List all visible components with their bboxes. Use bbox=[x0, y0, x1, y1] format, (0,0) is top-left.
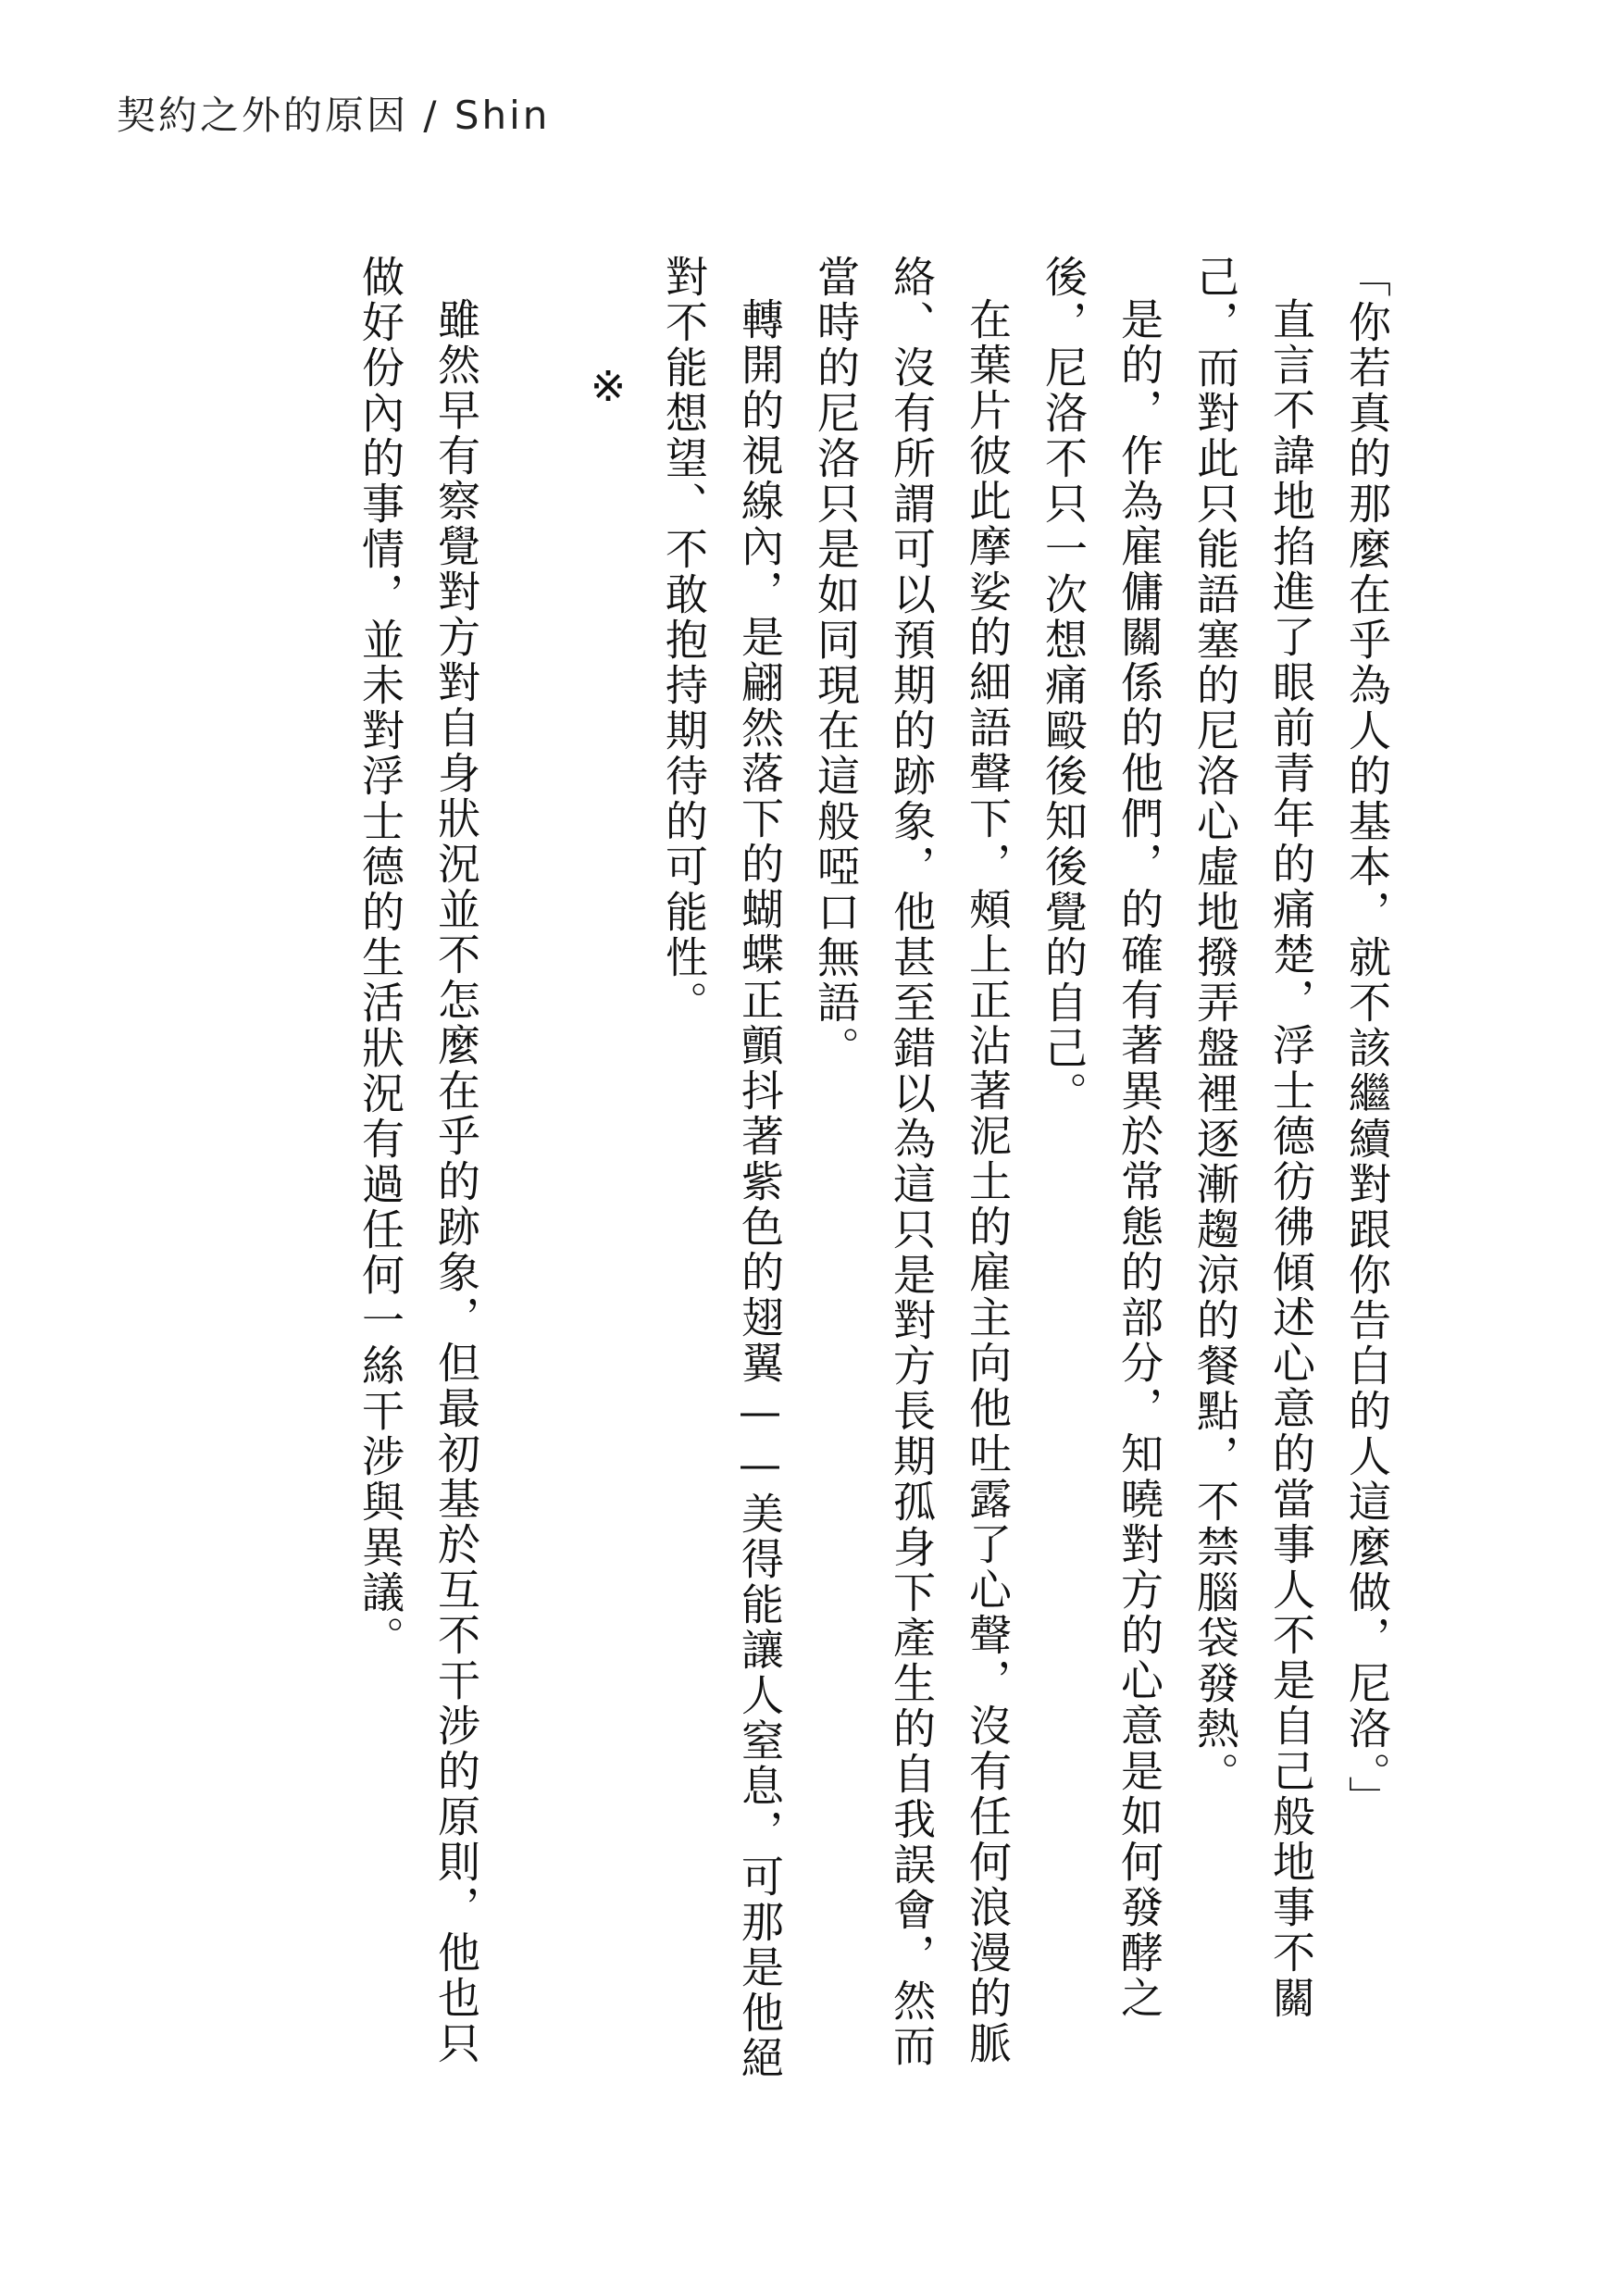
vertical-text-body bbox=[342, 255, 1405, 2088]
paragraph: 在葉片彼此摩娑的細語聲下，頰上正沾著泥土的雇主向他吐露了心聲，沒有任何浪漫的脈絡、沒有所謂可以預期的跡象，他甚至錯以為這只是對方長期孤身下產生的自我誤會，然而當時的尼洛只是如同現在這般啞口無語。 bbox=[811, 255, 1013, 2069]
paragraph: 雖然早有察覺對方對自身狀況並不怎麼在乎的跡象，但最初基於互不干涉的原則，他也只做好份內的事情，並未對浮士德的生活狀況有過任何一絲干涉與異議。 bbox=[355, 255, 481, 2066]
paragraph-quote: 「你若真的那麼在乎為人的基本，就不該繼續對跟你告白的人這麼做，尼洛。」 bbox=[1342, 255, 1392, 1821]
page-header-title: 契約之外的原因 / Shin bbox=[117, 93, 551, 138]
paragraph: 轉開的視線內，是翩然落下的蝴蝶正顫抖著紫色的翅翼——美得能讓人窒息，可那是他絕對不能想望、不敢抱持期待的可能性。 bbox=[659, 255, 785, 2081]
paragraph: 是的，作為雇傭關係的他們，的確有著異於常態的部分，知曉對方的心意是如何發酵之後，尼洛不只一次想痛毆後知後覺的自己。 bbox=[1039, 255, 1164, 2021]
paragraph: 直言不諱地掐進了眼前青年的痛楚，浮士德彷彿傾述心意的當事人不是自己般地事不關己，而對此只能語塞的尼洛心虛地撥弄盤裡逐漸趨涼的餐點，不禁腦袋發熱。 bbox=[1190, 255, 1316, 2021]
section-break-mark: ※ bbox=[583, 361, 633, 414]
